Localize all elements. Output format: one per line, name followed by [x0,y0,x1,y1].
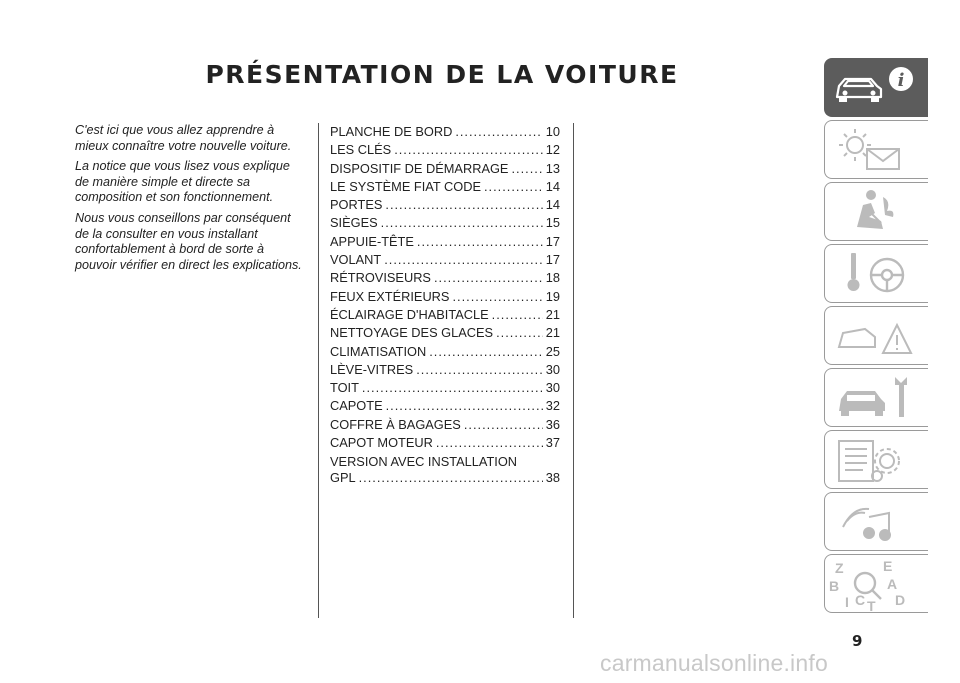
toc-leader-dots [496,324,543,342]
tab-specifications[interactable] [824,430,928,489]
toc-entry[interactable] [330,214,560,232]
toc-entry-page: 30 [545,361,560,377]
toc-entry-page: 25 [545,343,560,359]
toc-leader-dots [386,397,543,415]
car-info-icon [825,59,928,117]
toc-entry-label: COFFRE À BAGAGES [330,416,461,432]
toc-leader-dots [492,306,543,324]
toc-leader-dots [452,288,542,306]
footer-watermark: carmanualsonline.info [600,650,828,676]
toc-entry-page: 10 [545,124,560,139]
tab-maintenance[interactable] [824,368,928,427]
toc-leader-dots [429,343,543,361]
index-letter: A [887,576,898,592]
tab-index[interactable] [824,554,928,613]
toc-entry-label: CAPOT MOTEUR [330,435,433,451]
index-letter: T [867,598,876,614]
toc-entry-label: DISPOSITIF DE DÉMARRAGE [330,160,509,176]
toc-leader-dots [362,379,543,397]
toc-leader-dots [417,233,543,251]
toc-leader-dots [359,470,543,486]
intro-paragraph: La notice que vous lisez vous explique de manière simple et directe sa composition et son fonctionnement. [75,159,290,205]
toc-entry[interactable] [330,141,560,159]
toc-entry[interactable] [330,324,560,342]
toc-leader-dots [484,178,543,196]
index-letter: Z [835,560,844,576]
toc-entry-page: 21 [545,325,560,341]
toc-entry-label: LE SYSTÈME FIAT CODE [330,178,481,194]
toc-entry-label: VERSION AVEC INSTALLATION [330,454,518,470]
index-letter: C [855,592,866,608]
toc-entry-page: 36 [545,416,560,432]
toc-entry[interactable] [330,288,560,306]
toc-entry-label: LÈVE-VITRES [330,361,414,377]
toc-entry[interactable] [330,178,560,196]
toc-entry-page: 14 [545,197,560,213]
tab-car-presentation[interactable] [824,58,928,117]
tab-safety[interactable] [824,182,928,241]
toc-entry-page: 38 [545,470,560,486]
toc-entry-page: 13 [545,160,560,176]
table-of-contents [330,123,560,486]
page-title: PRÉSENTATION DE LA VOITURE [205,60,679,89]
toc-entry-label: APPUIE-TÊTE [330,233,414,249]
alphabetical-index-icon [825,555,928,613]
toc-leader-dots [381,214,543,232]
toc-entry[interactable] [330,196,560,214]
toc-leader-dots [384,251,543,269]
warning-lights-mail-icon [825,121,928,179]
toc-entry-page: 17 [545,233,560,249]
index-letter: D [895,592,906,608]
toc-entry-label: CLIMATISATION [330,343,427,359]
intro-paragraph: Nous vous conseillons par conséquent de la consulter en vous installant confortablement à bord de sorte à pouvoir vérifier en direct les explications. [75,210,302,272]
toc-entry-page: 14 [545,178,560,194]
toc-leader-dots [511,160,542,178]
toc-entry[interactable] [330,452,560,486]
toc-entry[interactable] [330,361,560,379]
toc-entry-page: 21 [545,306,560,322]
toc-leader-dots [464,416,543,434]
toc-entry-label: RÉTROVISEURS [330,270,431,286]
toc-entry-page: 18 [545,270,560,286]
toc-entry[interactable] [330,251,560,269]
toc-entry[interactable] [330,343,560,361]
column-divider [573,123,574,618]
toc-entry[interactable] [330,160,560,178]
chapter-tabs [824,58,928,616]
toc-entry[interactable] [330,379,560,397]
toc-entry-page: 15 [545,215,560,231]
toc-entry-label: TOIT [330,380,359,396]
toc-entry[interactable] [330,269,560,287]
toc-entry-label: ÉCLAIRAGE D'HABITACLE [330,306,489,322]
tab-warning-lights[interactable] [824,120,928,179]
tab-starting-driving[interactable] [824,244,928,303]
toc-entry[interactable] [330,416,560,434]
toc-leader-dots [455,123,542,141]
toc-leader-dots [434,269,543,287]
toc-entry-label: GPL [330,470,356,486]
toc-entry-label: VOLANT [330,252,382,268]
toc-entry-label: PLANCHE DE BORD [330,124,453,139]
toc-entry[interactable] [330,233,560,251]
multimedia-icon [825,493,928,551]
toc-entry-label: NETTOYAGE DES GLACES [330,325,494,341]
toc-leader-dots [385,196,542,214]
toc-entry-label: SIÈGES [330,215,378,231]
index-letter: E [883,558,893,574]
toc-entry-label: PORTES [330,197,383,213]
toc-leader-dots [394,141,543,159]
key-steering-wheel-icon [825,245,928,303]
car-crash-warning-icon [825,307,928,365]
tab-multimedia[interactable] [824,492,928,551]
tab-emergency[interactable] [824,306,928,365]
intro-paragraph: C'est ici que vous allez apprendre à mieux connaître votre nouvelle voiture. [75,123,292,153]
toc-entry-label: CAPOTE [330,398,383,414]
toc-entry-page: 37 [545,435,560,451]
car-wrench-icon [825,369,928,427]
toc-entry-page: 12 [545,142,560,158]
specifications-gear-icon [825,431,928,489]
toc-entry-page: 32 [545,398,560,414]
index-letter: B [829,578,840,594]
toc-leader-dots [436,434,543,452]
page-number: 9 [852,632,863,650]
toc-entry[interactable] [330,306,560,324]
toc-entry-label: LES CLÉS [330,142,392,158]
toc-entry-page: 19 [545,288,560,304]
toc-entry[interactable] [330,123,560,141]
seat-airbag-icon [825,183,928,241]
column-divider [318,123,319,618]
toc-leader-dots [416,361,543,379]
toc-entry-page: 30 [545,380,560,396]
intro-text [75,123,305,278]
toc-entry-label: FEUX EXTÉRIEURS [330,288,450,304]
svg-text:i: i [897,70,905,91]
index-letter: I [845,594,849,610]
toc-entry-page: 17 [545,252,560,268]
toc-entry[interactable] [330,434,560,452]
toc-entry[interactable] [330,397,560,415]
